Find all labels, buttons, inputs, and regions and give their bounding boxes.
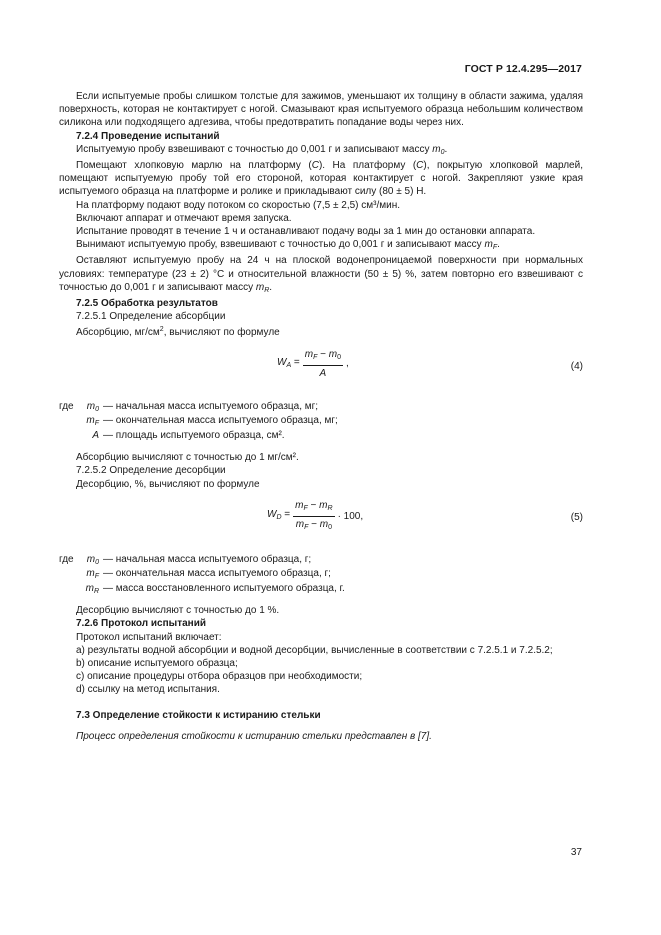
list-item: a) результаты водной абсорбции и водной десорбции, вычисленные в соответствии с 7.2.5.1 и 7.2.5.2; (76, 644, 553, 656)
formula-4: $W_A$ = $\frac{m_F - m_0}{A}$ , (4) (277, 348, 583, 379)
paragraph: Испытание проводят в течение 1 ч и останавливают подачу воды за 1 мин до остановки аппарата. (76, 226, 536, 238)
subsection-7-2-5-2: 7.2.5.2 Определение десорбции (76, 465, 226, 477)
where-row: где $m_0$ — начальная масса испытуемого образца, г; (59, 553, 312, 566)
paragraph: Абсорбцию, $мг/см^2$, вычисляют по формуле (76, 326, 280, 339)
intro-paragraph: Если испытуемые пробы слишком толстые для зажимов, уменьшают их толщину в области зажима, удаляя поверхность, которая не контактирует с ногой. Смазывают края испытуемого образца небольшим количеством силикона или подходящего адгезива, чтобы предотвратить попадание воды через них. (59, 91, 583, 129)
paragraph: Абсорбцию вычисляют с точностью до 1 мг/см². (76, 452, 299, 464)
formula-denominator: $m_F - m_0$ (295, 518, 332, 531)
where-row: A — площадь испытуемого образца, см². (92, 429, 285, 441)
paragraph: На платформу подают воду потоком со скоростью (7,5 ± 2,5) см³/мин. (76, 199, 401, 211)
subsection-7-2-5-1: 7.2.5.1 Определение абсорбции (76, 311, 226, 323)
formula-lhs: $W_D$ = (267, 509, 291, 522)
page-number: 37 (570, 847, 582, 858)
where-row: $m_R$ — масса восстановленного испытуемого образца, г. (85, 582, 345, 595)
formula-numerator: $m_F - m_0$ (303, 348, 343, 366)
section-7-2-5-heading: 7.2.5 Обработка результатов (76, 298, 218, 310)
paragraph: Процесс определения стойкости к истиранию стельки представлен в [7]. (76, 730, 432, 742)
list-item: c) описание процедуры отбора образцов при необходимости; (76, 671, 363, 683)
where-row: где $m_0$ — начальная масса испытуемого образца, мг; (59, 400, 319, 413)
page-content (59, 90, 583, 743)
paragraph: Помещают хлопковую марлю на платформу (C). На платформу (C), покрытую хлопковой марлей, помещают испытуемую пробу той его стороной, которая контактирует с ногой. Закрепляют узкие края испытуемого образца на платформе и ролике и прикладывают силу (80 ± 5) Н. (59, 160, 583, 198)
list-item: b) описание испытуемого образца; (76, 658, 238, 670)
section-7-2-4-heading: 7.2.4 Проведение испытаний (76, 130, 220, 142)
formula-number: (4) (570, 360, 583, 372)
paragraph: Десорбцию вычисляют с точностью до 1 %. (76, 605, 280, 617)
formula-5: $W_D$ = $\frac{m_F - m_R}{m_F - m_0}$ · 100, (5) (59, 499, 583, 545)
where-row: $m_F$ — окончательная масса испытуемого образца, г; (86, 568, 331, 581)
section-7-2-6-heading: 7.2.6 Протокол испытаний (76, 618, 206, 630)
paragraph: Включают аппарат и отмечают время запуска. (76, 212, 292, 224)
paragraph: Испытуемую пробу взвешивают с точностью до 0,001 г и записывают массу $m_0$. (76, 143, 448, 156)
formula-lhs: $W_A$ = (277, 356, 300, 369)
where-row: $m_F$ — окончательная масса испытуемого образца, мг; (86, 415, 338, 428)
section-7-3-heading: 7.3 Определение стойкости к истиранию стельки (76, 709, 321, 721)
standard-header: ГОСТ Р 12.4.295—2017 (464, 63, 582, 75)
formula-denominator: A (319, 367, 327, 379)
formula-numerator: $m_F - m_R$ (293, 499, 334, 517)
paragraph: Вынимают испытуемую пробу, взвешивают с точностью до 0,001 г и записывают массу $m_F$. (76, 239, 500, 252)
paragraph: Оставляют испытуемую пробу на 24 ч на плоской водонепроницаемой поверхности при нормальных условиях: температуре (23 ± 2) °С и относительной влажности (50 ± 5) %, затем повторно его взвешивают с точностью до 0,001 г и записывают массу $m_R$. (59, 255, 583, 294)
paragraph: Протокол испытаний включает: (76, 631, 222, 643)
formula-number: (5) (570, 511, 583, 523)
list-item: d) ссылку на метод испытания. (76, 684, 220, 696)
paragraph: Десорбцию, %, вычисляют по формуле (76, 478, 260, 490)
